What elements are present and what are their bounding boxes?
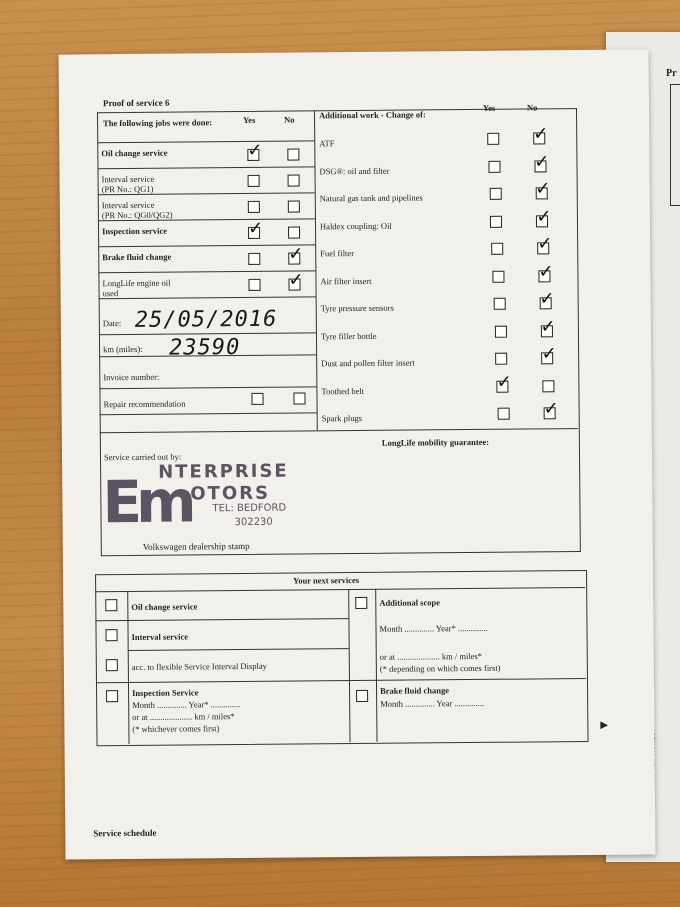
next-arrow-icon: ▶: [600, 719, 609, 731]
work-no-checkbox[interactable]: [540, 315, 556, 337]
work-yes-checkbox[interactable]: [496, 371, 512, 393]
next-interval-label: Interval service: [131, 631, 189, 642]
check-mark-icon: ✓: [247, 217, 264, 239]
next-inspection-km: or at .................... km / miles*: [132, 711, 235, 722]
job-yes-checkbox[interactable]: [248, 279, 260, 291]
work-yes-checkbox[interactable]: [491, 243, 503, 255]
right-no-header: No: [526, 102, 538, 113]
work-no-checkbox[interactable]: [536, 205, 552, 227]
next-additional-label: Additional scope: [379, 597, 441, 608]
job-row-label: Oil change service: [101, 147, 168, 159]
work-row-label: Air filter insert: [320, 275, 372, 286]
job-row-sub: (PR No.: QG1): [101, 183, 154, 195]
next-inspection-label: Inspection Service: [132, 687, 199, 698]
work-no-checkbox[interactable]: [537, 233, 553, 255]
work-row-label: Tyre pressure sensors: [320, 302, 394, 314]
page-title: Proof of service 6: [102, 97, 170, 109]
stamp-tel: TEL: BEDFORD: [212, 502, 287, 515]
next-additional-note: (* depending on which comes first): [379, 662, 501, 674]
work-row-label: Toothed belt: [321, 385, 365, 396]
work-row-label: Tyre filler bottle: [320, 330, 377, 341]
check-mark-icon: ✓: [288, 269, 304, 291]
work-no-checkbox[interactable]: [538, 260, 554, 282]
left-yes-header: Yes: [243, 114, 256, 125]
job-row-sub: (PR No.: QG0/QG2): [101, 209, 173, 221]
check-mark-icon: ✓: [541, 343, 557, 365]
next-additional-km: or at .................... km / miles*: [379, 650, 483, 662]
stamp-line1: NTERPRISE: [158, 460, 289, 483]
next-interval-checkbox[interactable]: [106, 629, 118, 641]
work-no-checkbox[interactable]: [539, 288, 555, 310]
next-oil-label: Oil change service: [131, 601, 198, 612]
jobs-header: The following jobs were done:: [103, 117, 213, 129]
work-yes-checkbox[interactable]: [494, 325, 506, 337]
work-header: Additional work - Change of:: [318, 109, 426, 121]
service-by-label: Service carried out by:: [103, 451, 182, 463]
job-row-label: Interval service: [101, 199, 155, 211]
check-mark-icon: ✓: [538, 260, 554, 282]
next-additional-month: Month .............. Year* ..............: [379, 622, 488, 634]
stamp-logo: Em: [102, 467, 191, 537]
check-mark-icon: ✓: [534, 150, 550, 172]
repair-label: Repair recommendation: [103, 398, 186, 410]
work-no-checkbox[interactable]: [543, 380, 555, 392]
right-yes-header: Yes: [482, 102, 496, 113]
right-page-table: [670, 84, 680, 206]
job-yes-checkbox[interactable]: [247, 139, 263, 161]
check-mark-icon: ✓: [539, 288, 555, 310]
km-value: 23590: [168, 335, 241, 361]
work-no-checkbox[interactable]: [533, 123, 549, 145]
next-inspection-note: (* whichever comes first): [132, 723, 220, 734]
next-additional-checkbox[interactable]: [355, 597, 367, 609]
job-no-checkbox[interactable]: [288, 269, 304, 291]
guarantee-label: LongLife mobility guarantee:: [381, 436, 490, 448]
job-yes-checkbox[interactable]: [248, 253, 260, 265]
check-mark-icon: ✓: [536, 205, 552, 227]
job-no-checkbox[interactable]: [288, 200, 300, 212]
check-mark-icon: ✓: [535, 178, 551, 200]
work-yes-checkbox[interactable]: [493, 298, 505, 310]
service-page: [58, 49, 655, 859]
work-yes-checkbox[interactable]: [489, 188, 501, 200]
check-mark-icon: ✓: [247, 139, 263, 161]
repair-yes-checkbox[interactable]: [251, 393, 263, 405]
check-mark-icon: ✓: [537, 233, 553, 255]
stamp-number: 302230: [234, 516, 273, 529]
next-services-header: Your next services: [293, 574, 360, 586]
job-no-checkbox[interactable]: [287, 148, 299, 160]
next-brake-label: Brake fluid change: [380, 685, 450, 696]
check-mark-icon: ✓: [543, 398, 559, 420]
work-row-label: Dust and pollen filter insert: [321, 357, 415, 369]
work-no-checkbox[interactable]: [543, 398, 559, 420]
next-oil-checkbox[interactable]: [105, 599, 117, 611]
job-yes-checkbox[interactable]: [247, 217, 264, 239]
km-label: km (miles):: [103, 343, 143, 355]
next-brake-month: Month .............. Year ..............: [380, 697, 485, 709]
job-no-checkbox[interactable]: [288, 243, 304, 265]
job-row-label: Inspection service: [101, 225, 168, 237]
work-row-label: DSG®: oil and filter: [319, 165, 390, 176]
next-inspection-checkbox[interactable]: [106, 690, 118, 702]
work-yes-checkbox[interactable]: [487, 133, 499, 145]
check-mark-icon: ✓: [540, 315, 556, 337]
job-no-checkbox[interactable]: [288, 226, 300, 238]
work-row-label: Natural gas tank and pipelines: [319, 192, 423, 204]
work-yes-checkbox[interactable]: [498, 408, 510, 420]
next-inspection-month: Month .............. Year* ..............: [132, 699, 241, 710]
next-brake-checkbox[interactable]: [356, 690, 368, 702]
work-row-label: Spark plugs: [321, 412, 363, 424]
check-mark-icon: ✓: [496, 371, 512, 393]
next-flex-label: acc. to flexible Service Interval Display: [131, 660, 267, 672]
right-page-title: Pr: [666, 68, 677, 79]
job-no-checkbox[interactable]: [288, 174, 300, 186]
footer: Service schedule: [93, 827, 157, 839]
job-yes-checkbox[interactable]: [248, 175, 260, 187]
dealer-stamp: [102, 460, 303, 540]
work-row-label: ATF: [319, 138, 335, 149]
work-yes-checkbox[interactable]: [496, 353, 508, 365]
work-yes-checkbox[interactable]: [492, 270, 504, 282]
stamp-line2: OTORS: [190, 482, 271, 505]
job-row-label: Interval service: [101, 173, 155, 185]
work-yes-checkbox[interactable]: [490, 215, 502, 227]
work-no-checkbox[interactable]: [535, 178, 551, 200]
date-label: Date:: [102, 318, 122, 329]
work-no-checkbox[interactable]: [534, 150, 550, 172]
left-no-header: No: [284, 114, 295, 125]
job-row-label: Brake fluid change: [102, 251, 172, 263]
job-row-sub: used: [102, 288, 119, 299]
job-yes-checkbox[interactable]: [248, 201, 260, 213]
date-value: 25/05/2016: [134, 306, 278, 333]
work-row-label: Haldex coupling: Oil: [319, 220, 392, 231]
stamp-caption: Volkswagen dealership stamp: [142, 540, 250, 552]
work-row-label: Fuel filter: [320, 248, 355, 259]
next-flex-checkbox[interactable]: [106, 659, 118, 671]
invoice-label: Invoice number:: [103, 371, 160, 383]
work-yes-checkbox[interactable]: [488, 160, 500, 172]
repair-no-checkbox[interactable]: [293, 392, 305, 404]
job-row-label: LongLife engine oil: [102, 277, 171, 289]
work-no-checkbox[interactable]: [541, 343, 557, 365]
check-mark-icon: ✓: [288, 243, 304, 265]
check-mark-icon: ✓: [533, 123, 549, 145]
